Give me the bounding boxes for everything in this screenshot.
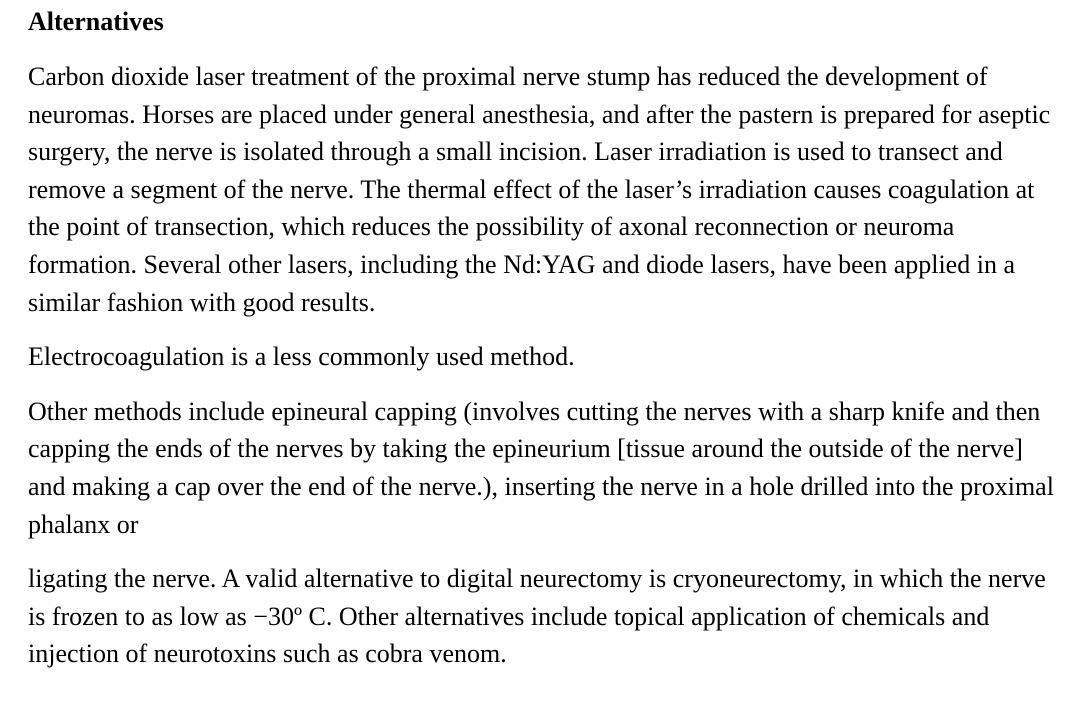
paragraph-electrocoagulation: Electrocoagulation is a less commonly used method. [28,342,575,372]
document-page [28,0,1058,673]
paragraph-laser-treatment: Carbon dioxide laser treatment of the proximal nerve stump has reduced the development of neuromas. Horses are placed under general anesthesia, and after the pastern is prepared for aseptic surgery, the nerve is isolated through a small incision. Laser irradiation is used to transect and remove a segment of the nerve. The thermal effect of the laser’s irradiation causes coagulation at the point of transection, which reduces the possibility of axonal reconnection or neuroma formation. Several other lasers, including the Nd:YAG and diode lasers, have been applied in a similar fashion with good results. [28,62,1051,317]
section-heading: Alternatives [28,7,164,36]
paragraph-cryoneurectomy: ligating the nerve. A valid alternative to digital neurectomy is cryoneurectomy, in which the nerve is frozen to as low as −30º C. Other alternatives include topical application of chemicals and injection of neurotoxins such as cobra venom. [28,564,1046,669]
paragraph-other-methods: Other methods include epineural capping (involves cutting the nerves with a sharp knife and then capping the ends of the nerves by taking the epineurium [tissue around the outside of the nerve] and making a cap over the end of the nerve.), inserting the nerve in a hole drilled into the proximal phalanx or [28,396,1054,539]
